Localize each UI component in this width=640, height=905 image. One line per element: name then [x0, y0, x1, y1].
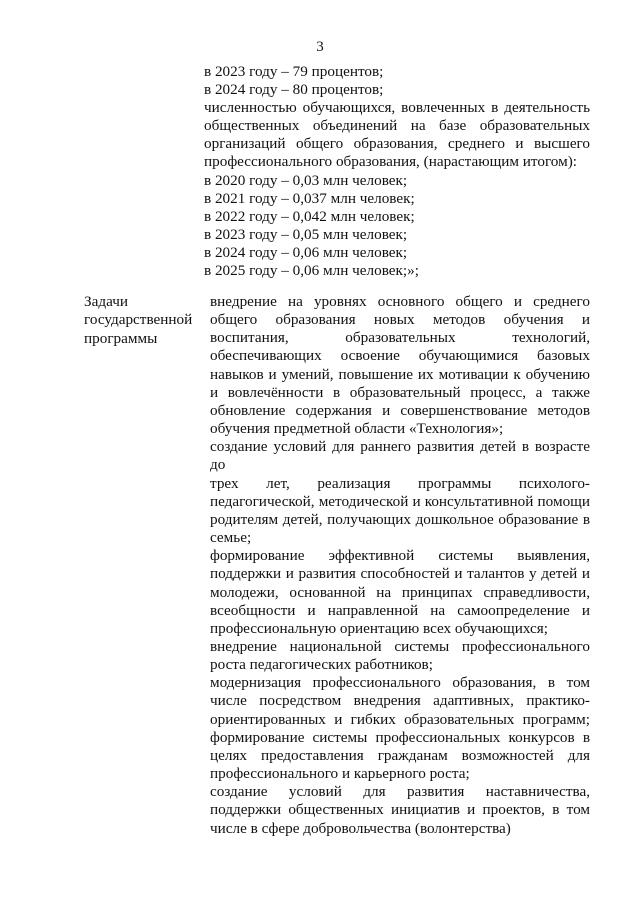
text-line: в 2024 году – 80 процентов; [204, 81, 384, 99]
task-line: и вовлечённости в образовательный процесс, а также [210, 383, 590, 401]
task-line: роста педагогических работников; [210, 656, 433, 674]
text-line: в 2025 году – 0,06 млн человек;»; [204, 262, 419, 280]
task-line: педагогической, методической и консультативной помощи [210, 492, 590, 510]
task-line: формирование системы профессиональных конкурсов в [210, 728, 590, 746]
text-line: в 2024 году – 0,06 млн человек; [204, 243, 408, 261]
task-line: общего образования новых методов обучения и [210, 311, 590, 329]
task-line: создание условий для раннего развития детей в возрасте до [210, 438, 590, 474]
section-label-line: государственной [84, 311, 193, 329]
task-line: поддержки и развития способностей и талантов у детей и [210, 565, 590, 583]
task-line: молодежи, основанной на принципах справедливости, [210, 583, 590, 601]
task-line: целях предоставления гражданам возможностей для [210, 746, 590, 764]
task-line: профессиональную ориентацию всех обучающихся; [210, 619, 548, 637]
section-label-line: Задачи [84, 293, 128, 310]
task-line: воспитания, образовательных технологий, [210, 329, 590, 347]
task-line: трех лет, реализация программы психолого- [210, 474, 590, 492]
task-line: обновление содержания и совершенствование методов [210, 401, 590, 419]
task-line: создание условий для развития наставничества, [210, 783, 590, 801]
task-line: профессионального и карьерного роста; [210, 765, 470, 783]
task-line: обеспечивающих освоение обучающимися базовых [210, 347, 590, 365]
text-line: в 2023 году – 0,05 млн человек; [204, 225, 408, 243]
text-line: организаций общего образования, среднего и высшего [204, 135, 590, 153]
page-number: 3 [316, 39, 324, 55]
section-label-line: программы [84, 329, 158, 347]
task-line: всеобщности и направленной на самоопределение и [210, 601, 590, 619]
task-line: родителям детей, получающих дошкольное образование в [210, 510, 590, 528]
text-line: в 2021 году – 0,037 млн человек; [204, 189, 415, 207]
text-line: численностью обучающихся, вовлеченных в деятельность [204, 99, 590, 117]
task-line: формирование эффективной системы выявления, [210, 547, 590, 565]
text-line: общественных объединений на базе образовательных [204, 117, 590, 135]
task-line: числе посредством внедрения адаптивных, практико- [210, 692, 590, 710]
task-line: обучения предметной области «Технология»; [210, 420, 504, 438]
task-line: числе в сфере добровольчества (волонтерства) [210, 819, 511, 837]
task-line: навыков и умений, повышение их мотивации к обучению [210, 365, 590, 383]
indicators-continuation [204, 63, 590, 280]
task-line: семье; [210, 529, 252, 547]
task-line: модернизация профессионального образования, в том [210, 674, 590, 692]
text-line: профессионального образования, (нарастающим итогом): [204, 153, 577, 171]
task-line: внедрение на уровнях основного общего и среднего [210, 293, 590, 310]
text-line: в 2022 году – 0,042 млн человек; [204, 207, 415, 225]
text-line: в 2020 году – 0,03 млн человек; [204, 171, 408, 189]
task-line: ориентированных и гибких образовательных программ; [210, 710, 590, 728]
section-label [84, 293, 202, 348]
text-line: в 2023 году – 79 процентов; [204, 63, 384, 80]
task-line: внедрение национальной системы профессионального [210, 637, 590, 655]
task-line: поддержки общественных инициатив и проектов, в том [210, 801, 590, 819]
program-tasks [210, 293, 590, 838]
